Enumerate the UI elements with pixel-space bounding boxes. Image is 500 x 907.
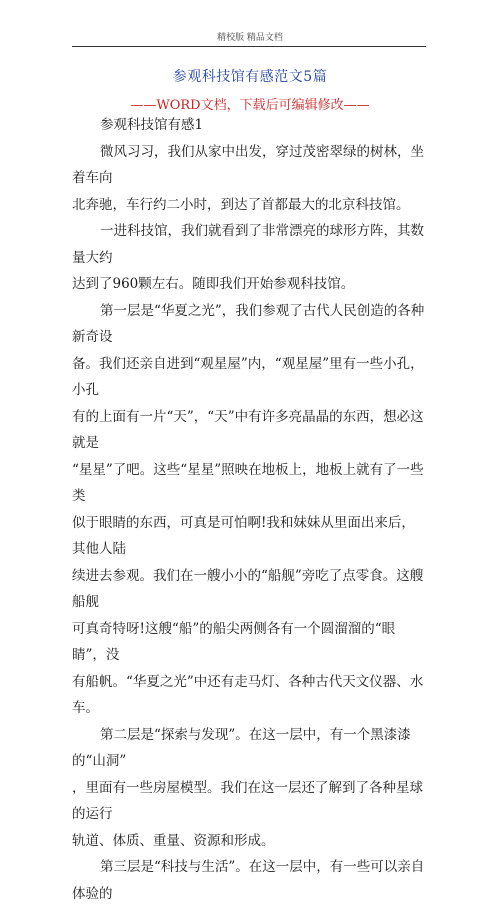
paragraph-line: 有的上面有一片“天”，“天”中有许多亮晶晶的东西，想必这就是 (72, 408, 424, 451)
paragraph-line: 微风习习，我们从家中出发，穿过茂密翠绿的树林，坐着车向 (72, 143, 424, 186)
paragraph-line: 有船帆。“华夏之光”中还有走马灯、各种古代天文仪器、水车。 (72, 673, 424, 716)
section-heading: 参观科技馆有感1 (100, 117, 204, 133)
paragraph-line: 似于眼睛的东西，可真是可怕啊!我和妹妹从里面出来后，其他人陆 (72, 514, 415, 557)
paragraph-line: 续进去参观。我们在一艘小小的“船舰”旁吃了点零食。这艘船舰 (72, 567, 424, 610)
paragraph-line: 达到了960颗左右。随即我们开始参观科技馆。 (72, 276, 355, 292)
paragraph-line: 第一层是“华夏之光”，我们参观了古代人民创造的各种新奇设 (72, 302, 425, 345)
page-header: 精校版 精品文档 (217, 33, 283, 43)
paragraph-line: 第三层是“科技与生活”。在这一层中，有一些可以亲自体验的 (72, 859, 425, 902)
header-divider (72, 46, 426, 47)
paragraph-line: 轨道、体质、重量、资源和形成。 (72, 832, 275, 849)
document-title: 参观科技馆有感范文5篇 (172, 69, 328, 85)
paragraph-line: ，里面有一些房屋模型。我们在这一层还了解到了各种星球的运行 (72, 779, 423, 822)
paragraph-line: “星星”了吧。这些“星星”照映在地板上，地板上就有了一些类 (72, 461, 424, 504)
document-subtitle: ——WORD文档，下载后可编辑修改—— (130, 98, 370, 113)
paragraph-line: 一进科技馆，我们就看到了非常漂亮的球形方阵，其数量大约 (72, 223, 424, 266)
paragraph-line: 备。我们还亲自进到“观星屋”内，“观星屋”里有一些小孔，小孔 (72, 355, 424, 398)
paragraph-line: 北奔驰，车行约二小时，到达了首都最大的北京科技馆。 (72, 196, 410, 213)
paragraph-line: 可真奇特呀!这艘“船”的船尖两侧各有一个圆溜溜的“眼睛”，没 (72, 620, 396, 663)
document-body (72, 112, 428, 907)
paragraph-line: 第二层是“探索与发现”。在这一层中，有一个黑漆漆的“山洞” (72, 726, 411, 769)
